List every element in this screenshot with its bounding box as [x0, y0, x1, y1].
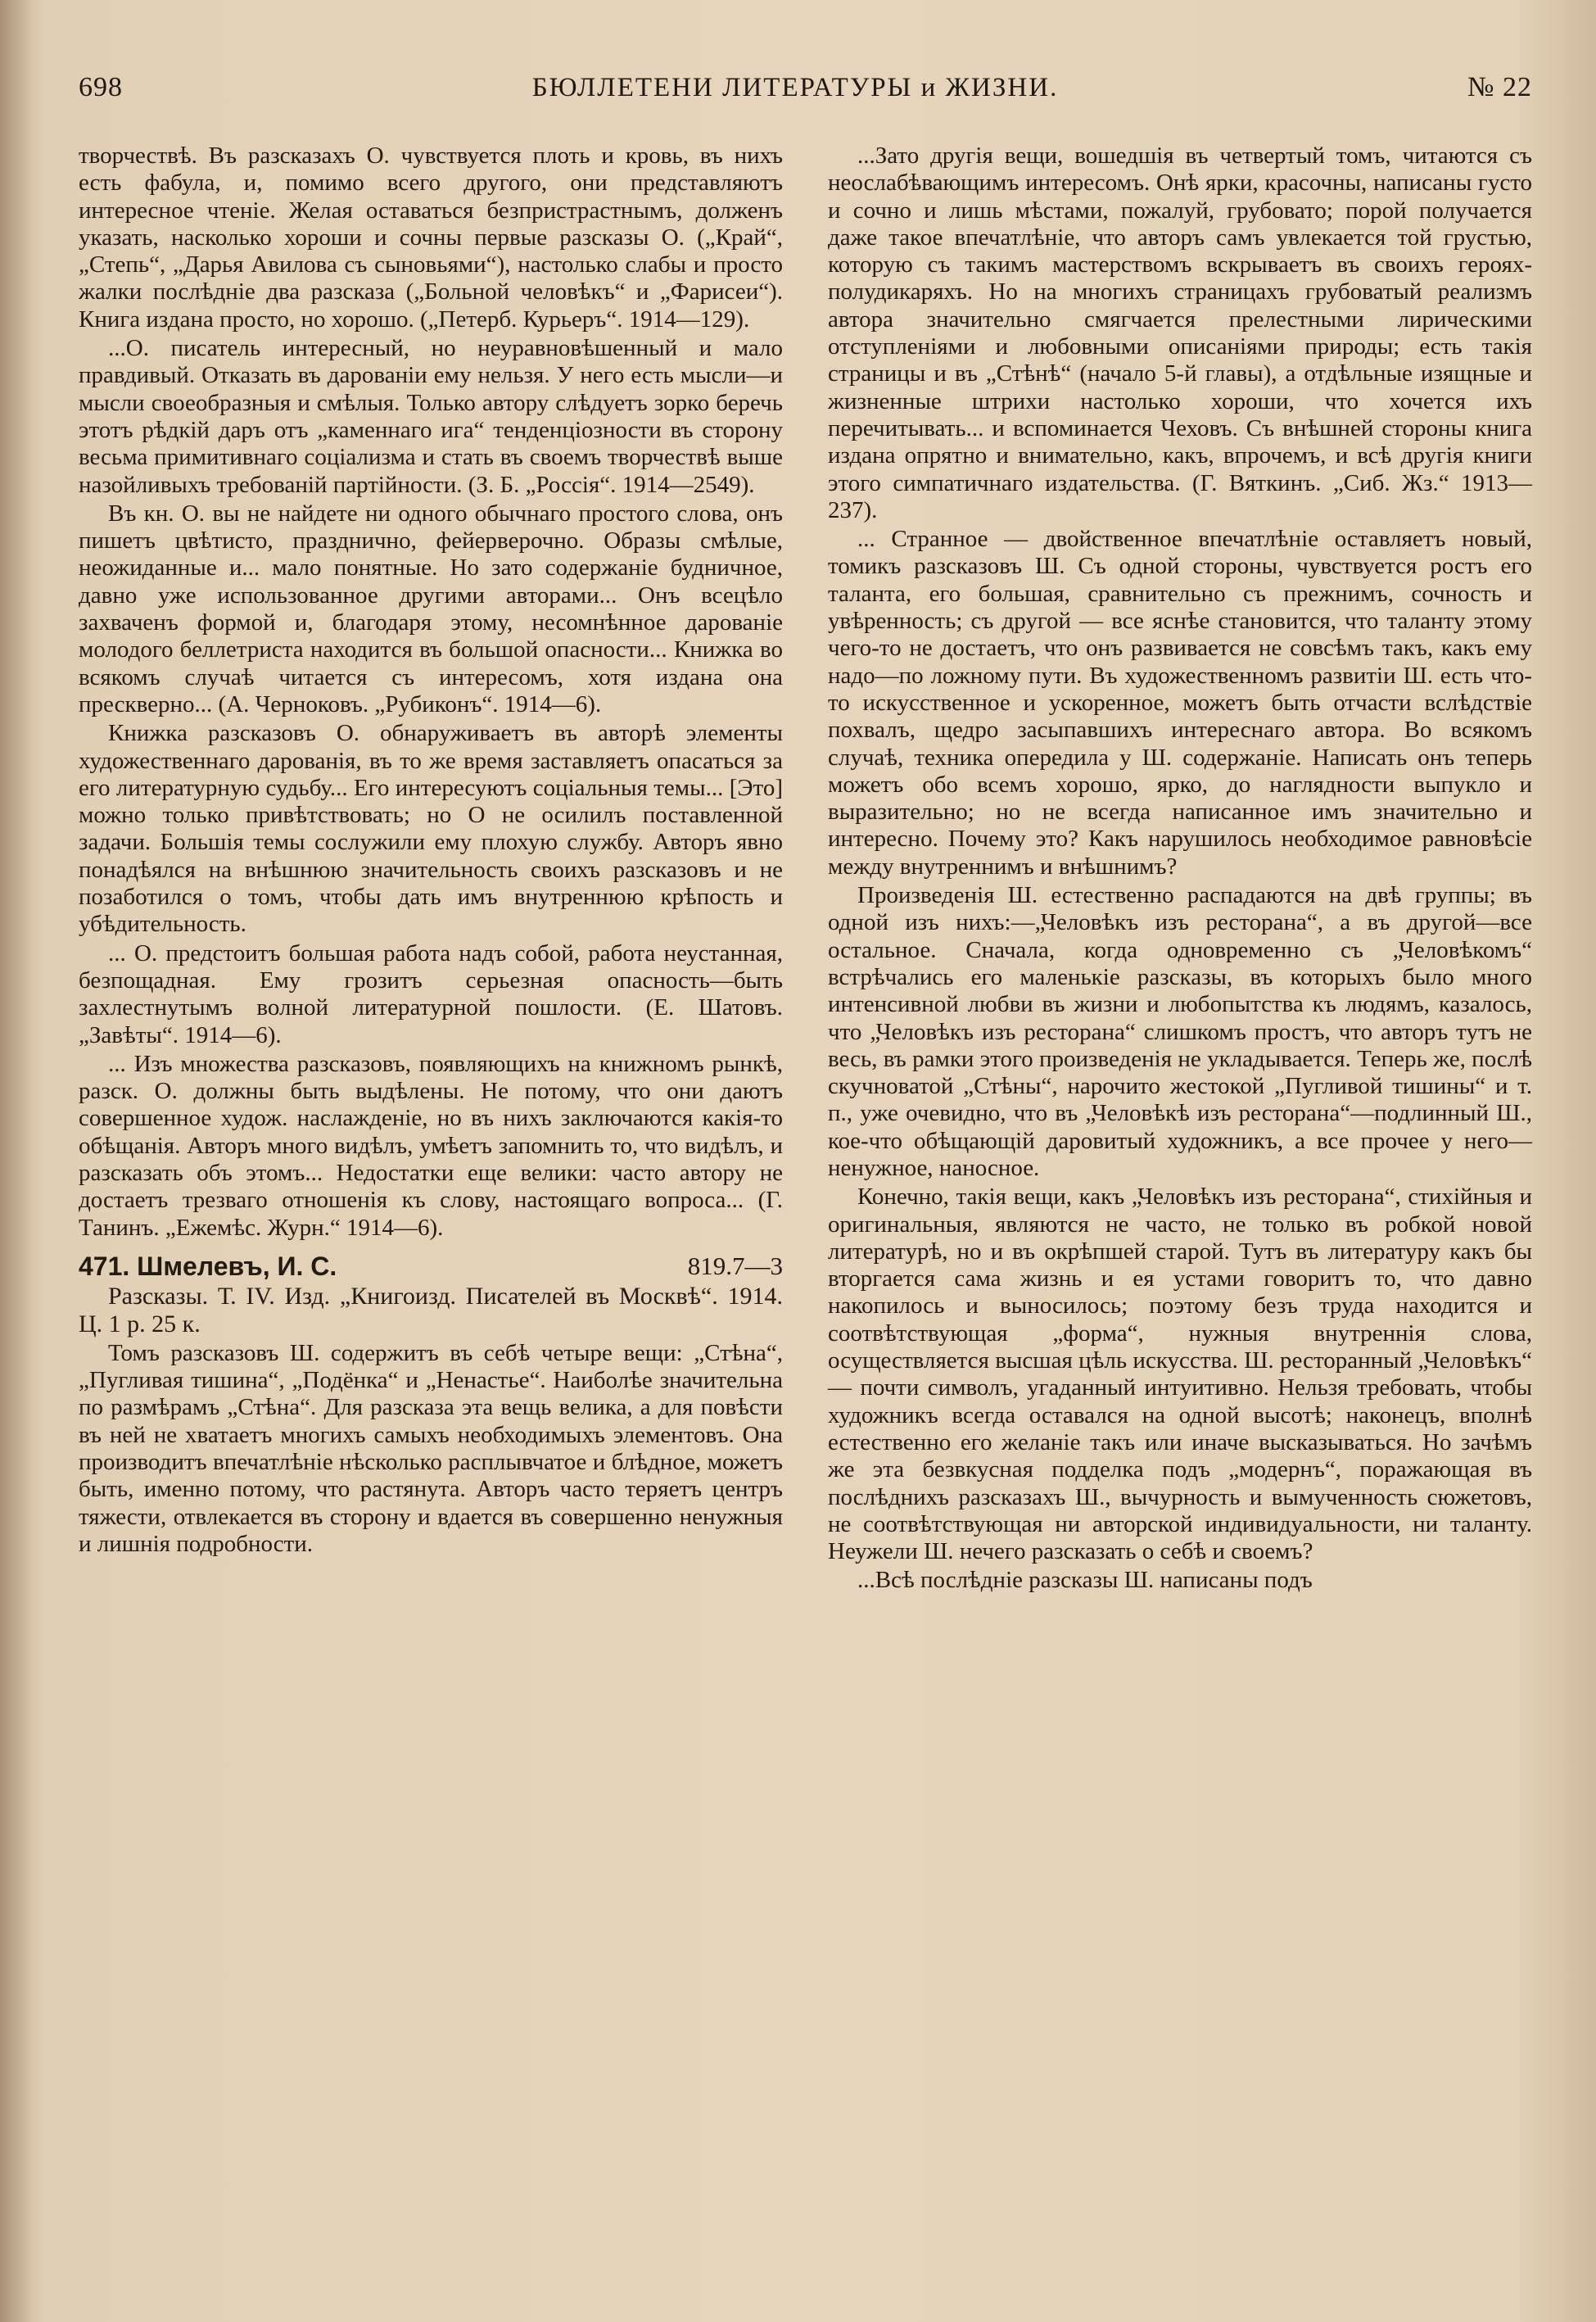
paragraph: Книжка разсказовъ О. обнаруживаетъ въ авторѣ элементы художественнаго дарованія, въ то же время заставляетъ опасаться за его литературную судьбу... Его интересуютъ соціальныя темы... [Это] можно только привѣтствовать; но О не осилилъ поставленной задачи. Большія темы сослужили ему плохую службу. Авторъ явно понадѣялся на внѣшнюю значительность своихъ разсказовъ и не позаботился о томъ, чтобы дать имъ внутреннюю крѣпость и убѣдительность.	[79, 720, 783, 938]
issue-number: № 22	[1467, 72, 1532, 102]
running-header	[79, 72, 1532, 124]
left-column	[79, 143, 783, 1595]
paragraph: Томъ разсказовъ Ш. содержитъ въ себѣ четыре вещи: „Стѣна“, „Пугливая тишина“, „Подёнка“ и „Ненастье“. Наиболѣе значительна по размѣрамъ „Стѣна“. Для разсказа эта вещь велика, а для повѣсти въ ней не хватаетъ многихъ самыхъ необходимыхъ элементовъ. Она производитъ впечатлѣніе нѣсколько расплывчатое и блѣдное, можетъ быть, именно потому, что растянута. Авторъ часто теряетъ центръ тяжести, отвлекается въ сторону и вдается въ совершенно ненужныя и лишнія подробности.	[79, 1339, 783, 1557]
entry-bibliography: Разсказы. Т. IV. Изд. „Книгоизд. Писателей въ Москвѣ“. 1914. Ц. 1 р. 25 к.	[79, 1282, 783, 1338]
paragraph: ... Странное — двойственное впечатлѣніе оставляетъ новый, томикъ разсказовъ Ш. Съ одной стороны, чувствуется ростъ его таланта, его большая, сравнительно съ прежнимъ, сочность и увѣренность; съ другой — все яснѣе становится, что таланту этому чего-то не достаетъ, что онъ развивается не совсѣмъ такъ, какъ ему надо—по ложному пути. Въ художественномъ развитіи Ш. есть что-то искусственное и ускоренное, можетъ быть отчасти вслѣдствіе похвалъ, щедро засыпавшихъ интереснаго автора. Во всякомъ случаѣ, техника опередила у Ш. содержаніе. Написать онъ теперь можетъ обо всемъ хорошо, ярко, до наглядности выпукло и выразительно; но не всегда написанное имъ значительно и интересно. Почему это? Какъ нарушилось необходимое равновѣсіе между внутреннимъ и внѣшнимъ?	[828, 526, 1532, 880]
journal-title: БЮЛЛЕТЕНИ ЛИТЕРАТУРЫ и ЖИЗНИ.	[531, 73, 1059, 102]
paragraph: ...О. писатель интересный, но неуравновѣшенный и мало правдивый. Отказать въ дарованіи ему нельзя. У него есть мысли—и мысли своеобразныя и смѣлыя. Только автору слѣдуетъ зорко беречь этотъ рѣдкій даръ отъ „каменнаго ига“ тенденціозности въ сторону весьма примитивнаго соціализма и стать въ своемъ творчествѣ выше назойливыхъ требованій партійности. (З. Б. „Россія“. 1914—2549).	[79, 335, 783, 498]
paragraph: ...Зато другія вещи, вошедшія въ четвертый томъ, читаются съ неослабѣвающимъ интересомъ. Онѣ ярки, красочны, написаны густо и сочно и лишь мѣстами, пожалуй, грубовато; порой получается даже такое впечатлѣніе, что авторъ самъ увлекается той грустью, которую съ такимъ мастерствомъ вскрываетъ въ своихъ героях-полудикаряхъ. Но на многихъ страницахъ грубоватый реализмъ автора значительно смягчается прелестными лирическими отступленіями и любовными описаніями природы; есть такія страницы и въ „Стѣнѣ“ (начало 5-й главы), а отдѣльные изящные и жизненные штрихи настолько хороши, что хочется ихъ перечитывать... и вспоминается Чеховъ. Съ внѣшней стороны книга издана опрятно и внимательно, какъ, впрочемъ, и всѣ другія книги этого симпатичнаго издательства. (Г. Вяткинъ. „Сиб. Жз.“ 1913—237).	[828, 143, 1532, 523]
entry-author: 471. Шмелевъ, И. С.	[79, 1251, 337, 1281]
page-number: 698	[79, 72, 123, 102]
right-column	[828, 143, 1532, 1595]
paragraph: ...Всѣ послѣдніе разсказы Ш. написаны подъ	[857, 1567, 1313, 1594]
paragraph: творчествѣ. Въ разсказахъ О. чувствуется плоть и кровь, въ нихъ есть фабула, и, помимо всего другого, они представляютъ интересное чтеніе. Желая оставаться безпристрастнымъ, долженъ указать, насколько хороши и сочны первые разсказы О. („Край“, „Степь“, „Дарья Авилова съ сыновьями“), настолько слабы и просто жалки послѣдніе два разсказа („Больной человѣкъ“ и „Фарисеи“). Книга издана просто, но хорошо. („Петерб. Курьеръ“. 1914—129).	[79, 143, 783, 333]
paragraph: Конечно, такія вещи, какъ „Человѣкъ изъ ресторана“, стихійныя и оригинальныя, являются не часто, не только въ робкой новой литературѣ, но и въ окрѣпшей старой. Тутъ въ литературу какъ бы вторгается сама жизнь и ея устами говоритъ то, что давно накопилось и выносилось; поэтому безъ труда находится и соотвѣтствующая „форма“, нужныя внутреннія слова, осуществляется высшая цѣль искусства. Ш. ресторанный „Человѣкъ“ — почти символъ, угаданный интуитивно. Нельзя требовать, чтобы художникъ всегда оставался на одной высотѣ; наконецъ, вполнѣ естественно его желаніе такъ или иначе высказываться. Но зачѣмъ же эта безвкусная подделка подъ „модернъ“, поражающая въ послѣднихъ разсказахъ Ш., вычурность и вымученность сюжетовъ, не соотвѣтствующая ни авторской индивидуальности, ни таланту. Неужели Ш. нечего разсказать о себѣ и своемъ?	[828, 1184, 1532, 1565]
paragraph: ... Изъ множества разсказовъ, появляющихъ на книжномъ рынкѣ, разск. О. должны быть выдѣлены. Не потому, что они даютъ совершенное худож. наслажденіе, но въ нихъ заключаются какія-то обѣщанія. Авторъ много видѣлъ, умѣетъ запомнить то, что видѣлъ, и разсказать объ этомъ... Недостатки еще велики: часто автору не достаетъ трезваго отношенія къ слову, настоящаго вопроса... (Г. Танинъ. „Ежемѣс. Журн.“ 1914—6).	[79, 1050, 783, 1241]
paragraph: Произведенія Ш. естественно распадаются на двѣ группы; въ одной изъ нихъ:—„Человѣкъ изъ ресторана“, а въ другой—все остальное. Сначала, когда одновременно съ „Человѣкомъ“ встрѣчались его маленькіе разсказы, въ которыхъ было много интенсивной любви въ жизни и любопытства къ людямъ, казалось, что „Человѣкъ изъ ресторана“ слишкомъ простъ, что авторъ тутъ не весь, въ рамки этого произведенія не укладывается. Теперь же, послѣ скучноватой „Стѣны“, нарочито жестокой „Пугливой тишины“ и т. п., уже очевидно, что въ „Человѣкѣ изъ ресторана“—подлинный Ш., коe-что обѣщающій даровитый художникъ, а все прочее у него—ненужное, наносное.	[828, 882, 1532, 1181]
paragraph: ... О. предстоитъ большая работа надъ собой, работа неустанная, безпощадная. Ему грозитъ серьезная опасность—быть захлестнутымъ волной литературной пошлости. (Е. Шатовъ. „Завѣты“. 1914—6).	[79, 939, 783, 1048]
two-column-body	[79, 143, 1532, 1595]
paragraph: Въ кн. О. вы не найдете ни одного обычнаго простого слова, онъ пишетъ цвѣтисто, празднично, фейерверочно. Образы смѣлые, неожиданные и... мало понятные. Но зато содержаніе будничное, давно уже использованное другими авторами... Онъ всецѣло захваченъ формой и, благодаря этому, несомнѣнное дарованіе молодого беллетриста находится въ большой опасности... Книжка во всякомъ случаѣ читается съ интересомъ, хотя издана она прескверно... (А. Черноковъ. „Рубиконъ“. 1914—6).	[79, 500, 783, 717]
entry-heading	[79, 1250, 783, 1283]
entry-classification: 819.7—3	[687, 1251, 783, 1280]
